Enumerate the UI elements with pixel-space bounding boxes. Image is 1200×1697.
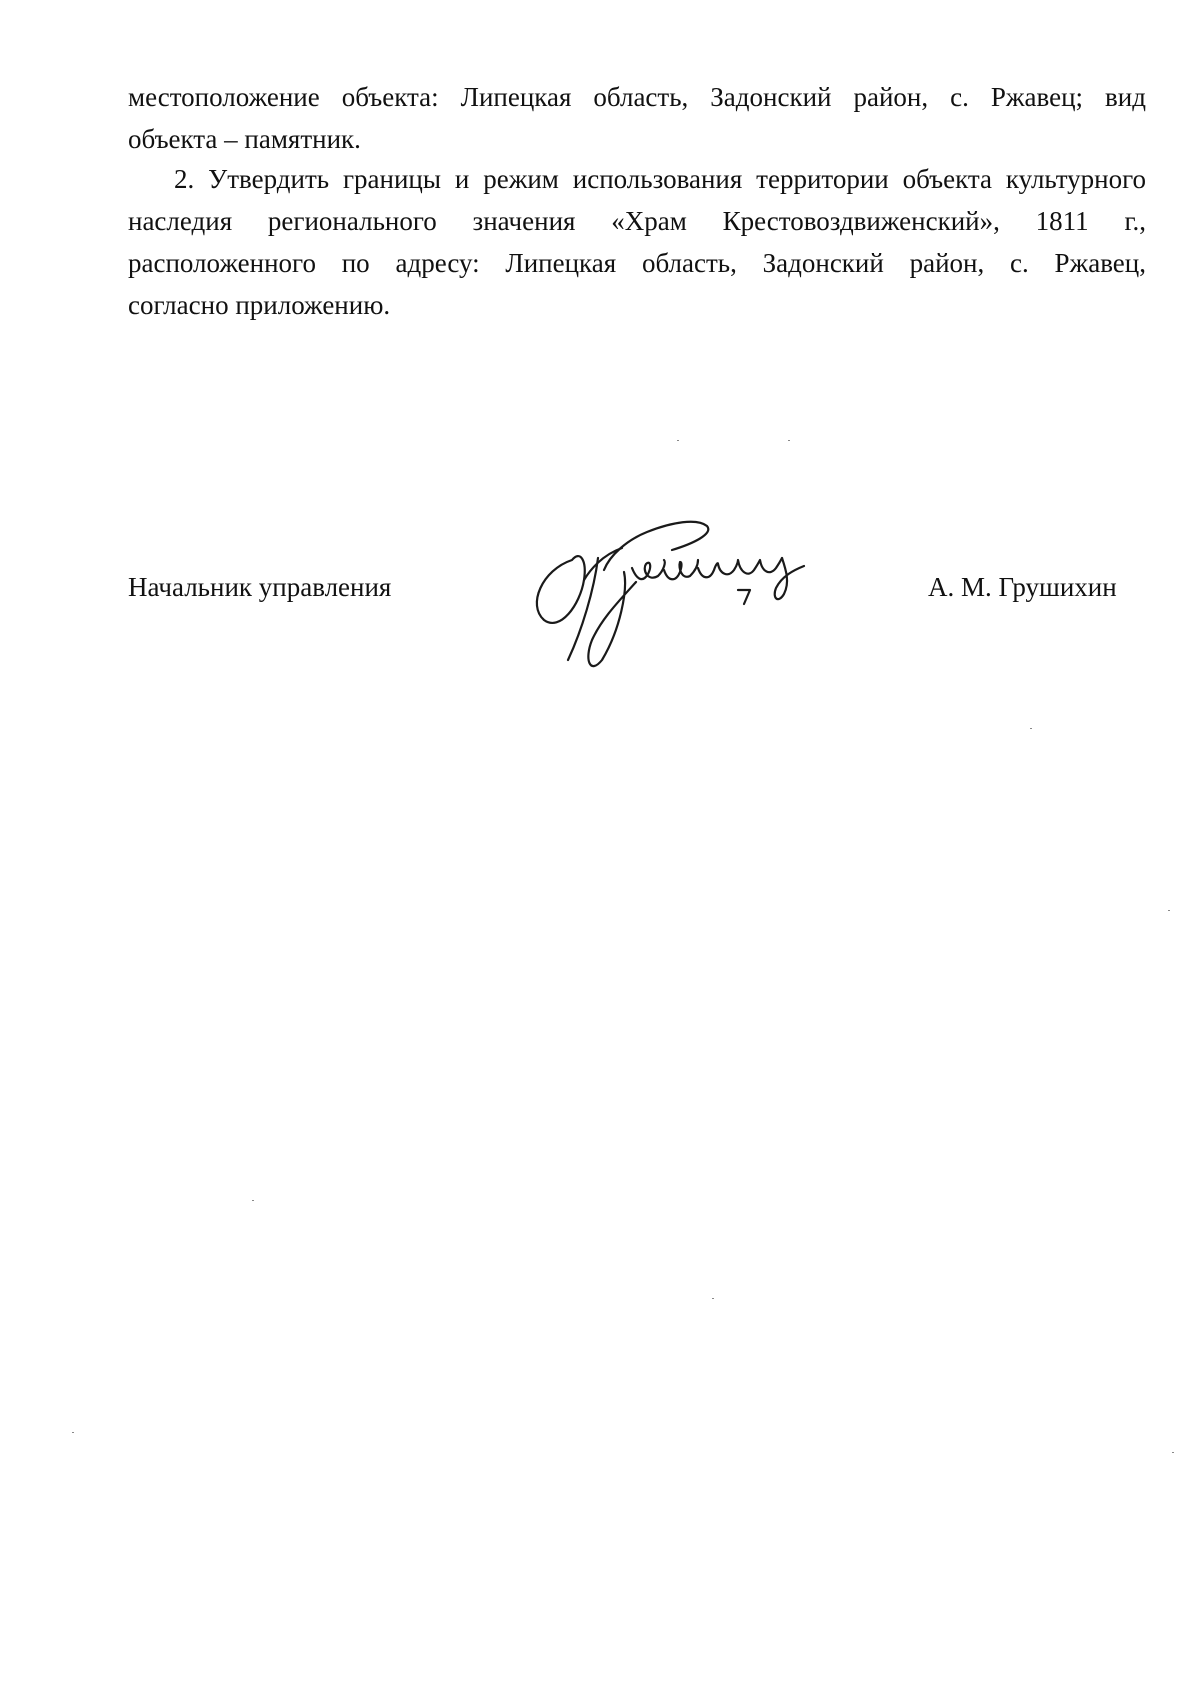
paragraph-line: согласно приложению. — [128, 290, 391, 320]
scan-speck — [252, 1200, 254, 1201]
paragraph-line: местоположение объекта: Липецкая область, Задонский район, с. Ржавец; вид — [128, 82, 1146, 112]
paragraph-line: объекта – памятник. — [128, 124, 361, 154]
scan-speck — [1168, 910, 1170, 911]
handwritten-signature — [532, 510, 832, 670]
scan-speck — [788, 440, 790, 441]
position-title: Начальник управления — [128, 572, 392, 602]
scan-speck — [677, 440, 679, 441]
paragraph-line: расположенного по адресу: Липецкая область, Задонский район, с. Ржавец, — [128, 248, 1146, 278]
scan-speck — [712, 1298, 714, 1299]
paragraph-line: наследия регионального значения «Храм Крестовоздвиженский», 1811 г., — [128, 206, 1146, 236]
scan-speck — [1172, 1452, 1174, 1453]
scan-speck — [1030, 728, 1032, 729]
paragraph-location — [128, 76, 1146, 160]
paragraph-line: 2. Утвердить границы и режим использования территории объекта культурного — [174, 164, 1146, 194]
paragraph-approve-boundaries — [128, 158, 1146, 326]
scan-speck — [72, 1432, 74, 1433]
signer-name: А. М. Грушихин — [928, 572, 1117, 602]
